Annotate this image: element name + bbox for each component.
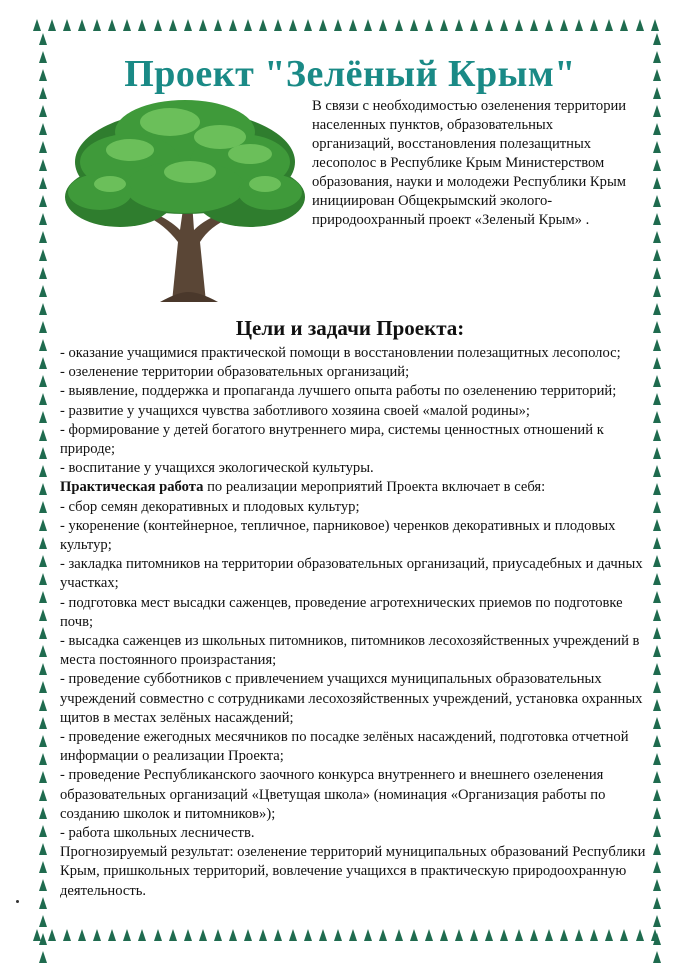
border-tree-icon [184, 19, 192, 31]
border-tree-icon [108, 929, 116, 941]
practical-text: по реализации мероприятий Проекта включает в себя: [203, 479, 546, 496]
border-tree-icon [39, 735, 47, 747]
border-tree-icon [653, 483, 661, 495]
border-tree-icon [39, 555, 47, 567]
border-tree-icon [590, 19, 598, 31]
border-tree-icon [636, 929, 644, 941]
border-tree-icon [39, 663, 47, 675]
practical-item: - закладка питомников на территории образовательных организаций, приусадебных и дачных участках; [60, 556, 643, 592]
border-tree-icon [214, 929, 222, 941]
border-tree-icon [653, 141, 661, 153]
border-tree-icon [440, 929, 448, 941]
border-tree-icon [653, 591, 661, 603]
border-tree-icon [39, 249, 47, 261]
border-tree-icon [244, 929, 252, 941]
border-tree-icon [653, 555, 661, 567]
border-tree-icon [39, 951, 47, 963]
border-tree-icon [39, 789, 47, 801]
border-tree-icon [39, 609, 47, 621]
goal-item: - развитие у учащихся чувства заботливого хозяина своей «малой родины»; [60, 402, 530, 419]
border-tree-icon [410, 19, 418, 31]
border-tree-icon [653, 339, 661, 351]
border-tree-icon [39, 519, 47, 531]
border-tree-icon [39, 681, 47, 693]
border-tree-icon [39, 267, 47, 279]
border-tree-icon [39, 483, 47, 495]
border-tree-icon [620, 929, 628, 941]
border-tree-icon [334, 19, 342, 31]
border-tree-icon [108, 19, 116, 31]
goals-heading: Цели и задачи Проекта: [235, 316, 465, 340]
border-tree-icon [39, 753, 47, 765]
border-tree-icon [334, 929, 342, 941]
border-tree-icon [48, 929, 56, 941]
practical-item: - сбор семян декоративных и плодовых культур; [60, 498, 360, 515]
border-tree-icon [39, 231, 47, 243]
border-tree-icon [653, 663, 661, 675]
scan-speck [16, 900, 19, 903]
border-tree-icon [39, 645, 47, 657]
border-tree-icon [575, 929, 583, 941]
border-tree-icon [653, 627, 661, 639]
border-tree-icon [653, 789, 661, 801]
decorative-border-right [650, 30, 664, 926]
border-tree-icon [39, 411, 47, 423]
border-tree-icon [545, 19, 553, 31]
border-tree-icon [560, 929, 568, 941]
border-tree-icon [636, 19, 644, 31]
border-tree-icon [605, 19, 613, 31]
border-tree-icon [39, 285, 47, 297]
border-tree-icon [590, 929, 598, 941]
border-tree-icon [39, 321, 47, 333]
border-tree-icon [653, 879, 661, 891]
border-tree-icon [214, 19, 222, 31]
border-tree-icon [39, 591, 47, 603]
border-tree-icon [515, 19, 523, 31]
border-tree-icon [653, 447, 661, 459]
border-tree-icon [39, 771, 47, 783]
border-tree-icon [653, 285, 661, 297]
border-tree-icon [653, 33, 661, 45]
border-tree-icon [274, 929, 282, 941]
border-tree-icon [154, 19, 162, 31]
practical-item: - проведение субботников с привлечением учащихся муниципальных образовательных учреждений совместно с сотрудниками лесохозяйственных учреждений, установка охранных щитов в местах зелёных насаждений; [60, 671, 643, 726]
border-tree-icon [395, 19, 403, 31]
decorative-border-top [30, 18, 662, 32]
border-tree-icon [123, 929, 131, 941]
border-tree-icon [653, 861, 661, 873]
border-tree-icon [653, 123, 661, 135]
border-tree-icon [485, 929, 493, 941]
border-tree-icon [169, 19, 177, 31]
border-tree-icon [653, 51, 661, 63]
border-tree-icon [39, 465, 47, 477]
border-tree-icon [229, 19, 237, 31]
border-tree-icon [653, 717, 661, 729]
border-tree-icon [653, 645, 661, 657]
border-tree-icon [653, 897, 661, 909]
border-tree-icon [39, 879, 47, 891]
border-tree-icon [39, 933, 47, 945]
border-tree-icon [39, 897, 47, 909]
border-tree-icon [425, 19, 433, 31]
goal-item: - оказание учащимися практической помощи в восстановлении полезащитных лесополос; [60, 345, 621, 361]
border-tree-icon [653, 933, 661, 945]
tree-illustration [60, 92, 310, 302]
border-tree-icon [39, 339, 47, 351]
border-tree-icon [653, 573, 661, 585]
border-tree-icon [364, 929, 372, 941]
border-tree-icon [560, 19, 568, 31]
goal-item: - воспитание у учащихся экологической культуры. [60, 460, 374, 477]
border-tree-icon [653, 87, 661, 99]
border-tree-icon [304, 19, 312, 31]
border-tree-icon [169, 929, 177, 941]
border-tree-icon [63, 19, 71, 31]
border-tree-icon [154, 929, 162, 941]
border-tree-icon [349, 929, 357, 941]
border-tree-icon [379, 19, 387, 31]
border-tree-icon [653, 393, 661, 405]
border-tree-icon [653, 195, 661, 207]
border-tree-icon [349, 19, 357, 31]
practical-item: - проведение Республиканского заочного конкурса внутреннего и внешнего озеленения образовательных организаций «Цветущая школа» (номинация «Организация работы по созданию школок и питомников»); [60, 767, 606, 822]
decorative-border-bottom [30, 928, 662, 942]
border-tree-icon [653, 213, 661, 225]
border-tree-icon [289, 19, 297, 31]
border-tree-icon [39, 393, 47, 405]
border-tree-icon [39, 699, 47, 711]
border-tree-icon [500, 929, 508, 941]
border-tree-icon [274, 19, 282, 31]
practical-item: - работа школьных лесничеств. [60, 825, 255, 842]
border-tree-icon [39, 105, 47, 117]
goal-item: - озеленение территории образовательных организаций; [60, 364, 410, 381]
border-tree-icon [530, 19, 538, 31]
border-tree-icon [78, 929, 86, 941]
border-tree-icon [515, 929, 523, 941]
border-tree-icon [653, 357, 661, 369]
practical-item: - подготовка мест высадки саженцев, проведение агротехнических приемов по подготовке почв; [60, 594, 623, 630]
border-tree-icon [653, 105, 661, 117]
border-tree-icon [425, 929, 433, 941]
border-tree-icon [319, 929, 327, 941]
border-tree-icon [39, 537, 47, 549]
border-tree-icon [39, 213, 47, 225]
border-tree-icon [138, 929, 146, 941]
border-tree-icon [39, 33, 47, 45]
expected-result: Прогнозируемый результат: озеленение территорий муниципальных образований Республики Крым, пришкольных территорий, вовлечение учащихся в практическую природоохранную деятельность. [60, 844, 646, 899]
border-tree-icon [39, 915, 47, 927]
border-tree-icon [39, 717, 47, 729]
border-tree-icon [653, 321, 661, 333]
border-tree-icon [319, 19, 327, 31]
border-tree-icon [653, 699, 661, 711]
border-tree-icon [575, 19, 583, 31]
border-tree-icon [39, 447, 47, 459]
border-tree-icon [39, 627, 47, 639]
border-tree-icon [440, 19, 448, 31]
border-tree-icon [653, 429, 661, 441]
border-tree-icon [653, 375, 661, 387]
border-tree-icon [379, 929, 387, 941]
border-tree-icon [653, 609, 661, 621]
border-tree-icon [653, 735, 661, 747]
border-tree-icon [653, 537, 661, 549]
border-tree-icon [39, 861, 47, 873]
border-tree-icon [653, 807, 661, 819]
border-tree-icon [455, 929, 463, 941]
border-tree-icon [39, 501, 47, 513]
main-content [60, 344, 650, 901]
border-tree-icon [653, 681, 661, 693]
goal-item: - формирование у детей богатого внутреннего мира, системы ценностных отношений к природе; [60, 421, 604, 458]
border-tree-icon [395, 929, 403, 941]
border-tree-icon [93, 19, 101, 31]
border-tree-icon [653, 771, 661, 783]
border-tree-icon [39, 51, 47, 63]
border-tree-icon [653, 753, 661, 765]
border-tree-icon [78, 19, 86, 31]
border-tree-icon [39, 825, 47, 837]
border-tree-icon [653, 501, 661, 513]
border-tree-icon [39, 303, 47, 315]
border-tree-icon [39, 195, 47, 207]
border-tree-icon [199, 19, 207, 31]
border-tree-icon [620, 19, 628, 31]
border-tree-icon [653, 249, 661, 261]
practical-item: - высадка саженцев из школьных питомников, питомников лесохозяйственных учреждений в места постоянного произрастания; [60, 633, 640, 669]
intro-paragraph: В связи с необходимостью озеленения территории населенных пунктов, образовательных организаций, восстановления полезащитных лесополос в Республике Крым Министерством образования, науки и молодежи Республики Крым инициирован Общекрымский эколого-природоохранный проект «Зеленый Крым» . [312, 98, 627, 228]
border-tree-icon [500, 19, 508, 31]
border-tree-icon [653, 825, 661, 837]
border-tree-icon [653, 177, 661, 189]
border-tree-icon [39, 573, 47, 585]
border-tree-icon [39, 177, 47, 189]
border-tree-icon [304, 929, 312, 941]
border-tree-icon [364, 19, 372, 31]
border-tree-icon [653, 159, 661, 171]
border-tree-icon [653, 519, 661, 531]
border-tree-icon [39, 87, 47, 99]
border-tree-icon [605, 929, 613, 941]
border-tree-icon [39, 69, 47, 81]
border-tree-icon [39, 141, 47, 153]
border-tree-icon [39, 843, 47, 855]
border-tree-icon [470, 19, 478, 31]
border-tree-icon [289, 929, 297, 941]
border-tree-icon [653, 303, 661, 315]
border-tree-icon [123, 19, 131, 31]
border-tree-icon [244, 19, 252, 31]
border-tree-icon [138, 19, 146, 31]
border-tree-icon [39, 429, 47, 441]
border-tree-icon [229, 929, 237, 941]
border-tree-icon [470, 929, 478, 941]
border-tree-icon [485, 19, 493, 31]
practical-label: Практическая работа [60, 479, 204, 496]
border-tree-icon [39, 357, 47, 369]
border-tree-icon [39, 123, 47, 135]
border-tree-icon [63, 929, 71, 941]
goal-item: - выявление, поддержка и пропаганда лучшего опыта работы по озеленению территорий; [60, 383, 617, 400]
practical-intro [60, 478, 650, 497]
border-tree-icon [199, 929, 207, 941]
page-title: Проект "Зелёный Крым" [124, 53, 576, 95]
practical-list [60, 498, 650, 844]
border-tree-icon [653, 951, 661, 963]
border-tree-icon [653, 267, 661, 279]
border-tree-icon [545, 929, 553, 941]
border-tree-icon [259, 929, 267, 941]
practical-item: - укоренение (контейнерное, тепличное, парниковое) черенков декоративных и плодовых культур; [60, 517, 616, 554]
border-tree-icon [259, 19, 267, 31]
border-tree-icon [455, 19, 463, 31]
border-tree-icon [653, 231, 661, 243]
goals-list [60, 344, 650, 478]
practical-item: - проведение ежегодных месячников по посадке зелёных насаждений, подготовка отчетной информации о реализации Проекта; [60, 729, 629, 765]
border-tree-icon [410, 929, 418, 941]
decorative-border-left [36, 30, 50, 926]
border-tree-icon [653, 411, 661, 423]
border-tree-icon [530, 929, 538, 941]
border-tree-icon [653, 915, 661, 927]
border-tree-icon [39, 375, 47, 387]
border-tree-icon [184, 929, 192, 941]
border-tree-icon [39, 807, 47, 819]
border-tree-icon [93, 929, 101, 941]
border-tree-icon [653, 69, 661, 81]
border-tree-icon [653, 843, 661, 855]
border-tree-icon [39, 159, 47, 171]
border-tree-icon [653, 465, 661, 477]
